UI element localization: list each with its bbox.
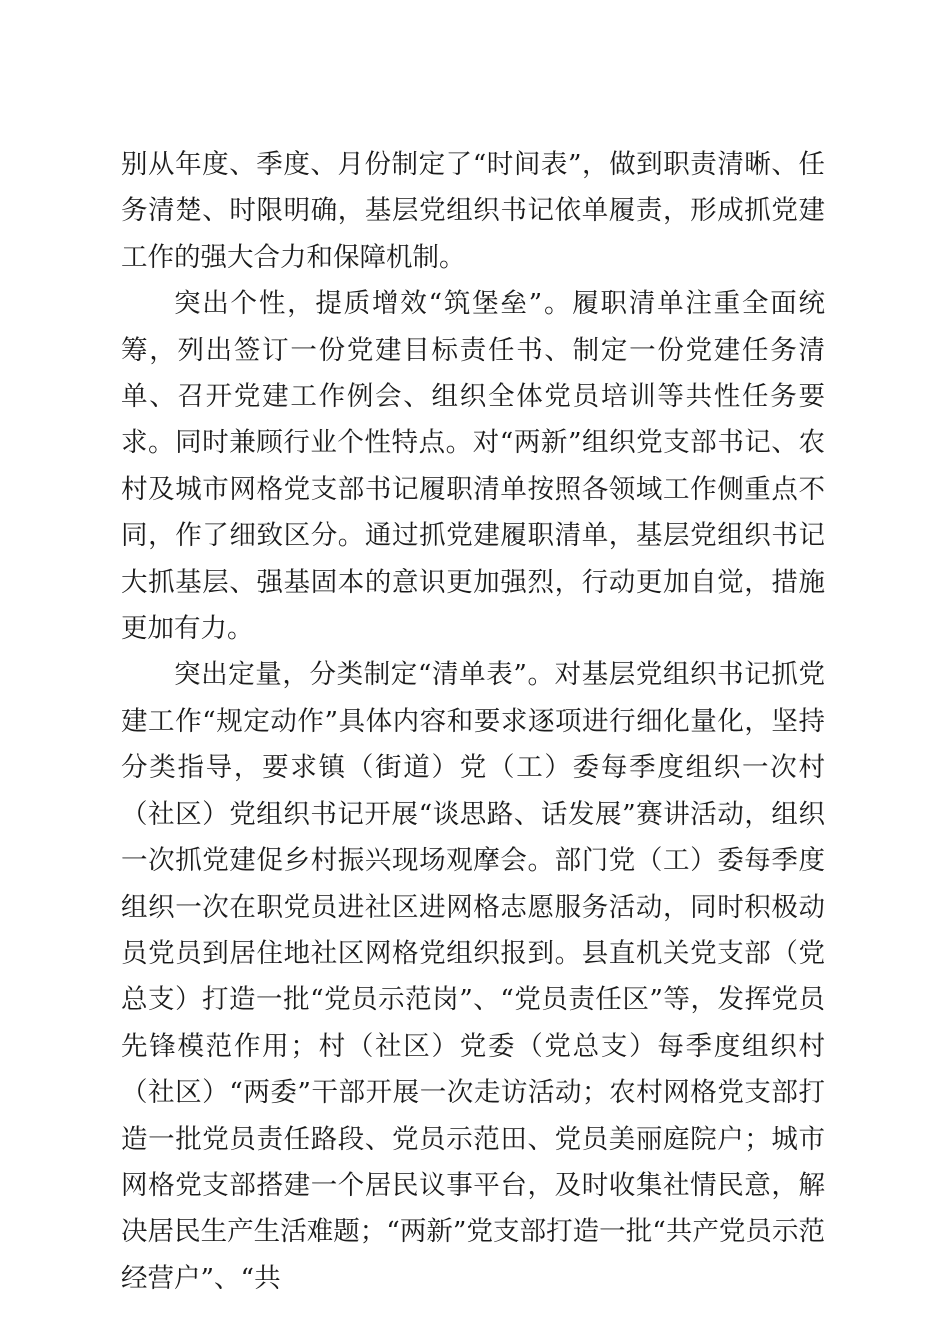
paragraph-continuation: 别从年度、季度、月份制定了“时间表”，做到职责清晰、任务清楚、时限明确，基层党组织书记依单履责，形成抓党建工作的强大合力和保障机制。 [121,149,825,273]
paragraph-highlight-individuality: 突出个性，提质增效“筑堡垒”。履职清单注重全面统筹，列出签订一份党建目标责任书、制定一份党建任务清单、召开党建工作例会、组织全体党员培训等共性任务要求。同时兼顾行业个性特点。对“两新”组织党支部书记、农村及城市网格党支部书记履职清单按照各领域工作侧重点不同，作了细致区分。通过抓党建履职清单，基层党组织书记大抓基层、强基固本的意识更加强烈，行动更加自觉，措施更加有力。 [121,288,825,645]
paragraph-highlight-quantification: 突出定量，分类制定“清单表”。对基层党组织书记抓党建工作“规定动作”具体内容和要求逐项进行细化量化，坚持分类指导，要求镇（街道）党（工）委每季度组织一次村（社区）党组织书记开展“谈思路、话发展”赛讲活动，组织一次抓党建促乡村振兴现场观摩会。部门党（工）委每季度组织一次在职党员进社区进网格志愿服务活动，同时积极动员党员到居住地社区网格党组织报到。县直机关党支部（党总支）打造一批“党员示范岗”、“党员责任区”等，发挥党员先锋模范作用；村（社区）党委（党总支）每季度组织村（社区）“两委”干部开展一次走访活动；农村网格党支部打造一批党员责任路段、党员示范田、党员美丽庭院户；城市网格党支部搭建一个居民议事平台，及时收集社情民意，解决居民生产生活难题；“两新”党支部打造一批“共产党员示范经营户”、“共 [121,659,825,1294]
document-body [121,142,825,1302]
